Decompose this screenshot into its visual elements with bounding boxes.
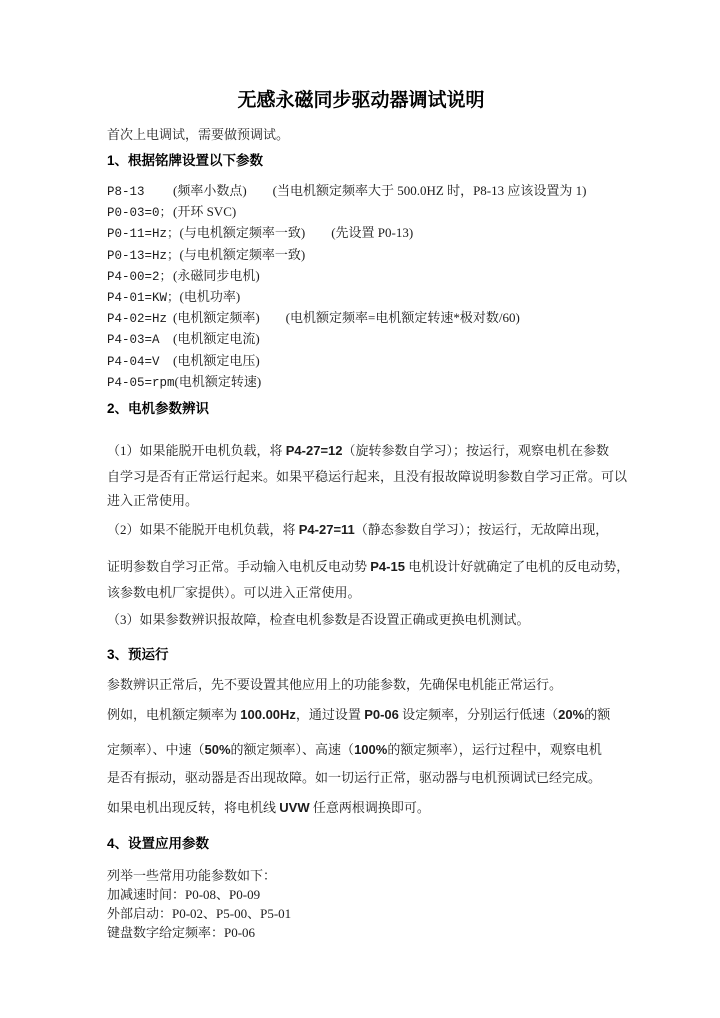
- text-line: [107, 673, 615, 697]
- text-run: 例如，电机额定频率为: [107, 707, 241, 723]
- param-code: P4-03=A: [107, 333, 160, 348]
- inline-code: P4-15: [370, 559, 405, 575]
- text-run: 的额定频率）、高速（: [230, 742, 355, 758]
- text-run: 设定频率，分别运行低速（: [398, 707, 559, 723]
- inline-code: 20%: [558, 707, 585, 723]
- text-run: 外部启动：P0-02、P5-00、P5-01: [107, 906, 292, 922]
- param-row: [107, 351, 615, 372]
- param-row: [107, 287, 615, 308]
- param-desc: (永磁同步电机): [173, 267, 260, 283]
- text-line: [107, 554, 630, 580]
- param-desc: (与电机额定频率一致): [179, 246, 306, 262]
- text-run: 是否有振动，驱动器是否出现故障。如一切运行正常，驱动器与电机预调试已经完成。: [107, 770, 602, 786]
- param-row: [107, 266, 615, 287]
- param-row: [107, 245, 615, 266]
- section-3-heading: 3、预运行: [107, 647, 169, 663]
- section-2-heading: 2、电机参数辨识: [107, 401, 210, 417]
- param-desc: (开环 SVC): [173, 204, 237, 220]
- param-code: P4-04=V: [107, 354, 160, 369]
- section-4-body: [107, 866, 615, 942]
- param-note: (先设置 P0-13): [331, 225, 414, 241]
- param-list: [107, 181, 615, 393]
- text-line: [107, 489, 615, 513]
- param-note: (电机额定频率=电机额定转速*极对数/60): [285, 310, 520, 326]
- text-run: （3）如果参数辨识报故障，检查电机参数是否设置正确或更换电机测试。: [107, 612, 530, 628]
- section-2-body: [107, 436, 630, 632]
- text-run: 定频率）、中速（: [107, 742, 205, 758]
- text-run: （旋转参数自学习）；按运行，观察电机在参数: [342, 443, 610, 459]
- text-run: （2）如果不能脱开电机负载，将: [107, 522, 299, 538]
- param-row: [107, 329, 615, 350]
- paragraph: [107, 436, 628, 513]
- inline-code: UVW: [279, 800, 310, 816]
- inline-code: 50%: [204, 742, 231, 758]
- inline-code: P4-27=11: [298, 522, 355, 538]
- text-line: [107, 580, 615, 606]
- text-line: [107, 436, 615, 465]
- text-line: [107, 866, 615, 885]
- param-code: P4-02=Hz: [107, 312, 168, 327]
- param-row: [107, 202, 615, 223]
- inline-code: P0-06: [364, 707, 399, 723]
- text-run: 如果电机出现反转，将电机线: [107, 800, 280, 816]
- text-line: [107, 738, 615, 762]
- section-4-heading: 4、设置应用参数: [107, 836, 210, 852]
- text-line: [107, 796, 615, 820]
- param-desc: (电机额定电压): [173, 352, 260, 368]
- inline-code: 100%: [354, 742, 388, 758]
- param-desc: (电机额定转速): [174, 373, 262, 389]
- text-line: [107, 465, 628, 489]
- param-code: P4-01=KW；: [107, 291, 180, 306]
- text-run: 证明参数自学习正常。手动输入电机反电动势: [107, 559, 371, 575]
- text-line: [107, 608, 615, 632]
- text-run: 自学习是否有正常运行起来。如果平稳运行起来，且没有报故障说明参数自学习正常。可以: [107, 469, 628, 485]
- text-run: 进入正常使用。: [107, 493, 199, 509]
- paragraph: [107, 608, 615, 632]
- inline-code: P4-27=12: [285, 443, 343, 459]
- text-run: 任意两根调换即可。: [309, 800, 430, 816]
- param-desc: (与电机额定频率一致): [179, 225, 306, 241]
- text-run: 键盘数字给定频率：P0-06: [107, 925, 256, 941]
- text-run: 参数辨识正常后，先不要设置其他应用上的功能参数，先确保电机能正常运行。: [107, 677, 563, 693]
- param-code: P8-13: [107, 185, 145, 199]
- param-desc: (电机额定频率): [173, 310, 260, 326]
- intro-paragraph: 首次上电调试，需要做预调试。: [107, 127, 290, 142]
- text-run: （静态参数自学习）；按运行，无故障出现，: [354, 522, 609, 538]
- param-row: [107, 308, 615, 329]
- param-desc: (频率小数点): [173, 183, 247, 198]
- param-code: P0-13=Hz；: [107, 248, 180, 263]
- text-line: [107, 766, 615, 790]
- param-row: [107, 181, 615, 202]
- param-note: (当电机额定频率大于 500.0HZ 时，P8-13 应该设置为 1): [272, 183, 587, 198]
- text-line: [107, 923, 615, 942]
- param-code: P0-03=0；: [107, 206, 173, 221]
- inline-code: 100.00Hz: [240, 707, 296, 723]
- param-code: P4-00=2；: [107, 269, 173, 284]
- text-line: [107, 885, 615, 904]
- text-run: 列举一些常用功能参数如下：: [107, 868, 277, 884]
- param-desc: (电机功率): [179, 289, 241, 305]
- text-line: [107, 703, 615, 727]
- param-code: P4-05=rpm: [107, 375, 175, 390]
- text-run: 的额定频率），运行过程中，观察电机: [387, 742, 602, 758]
- section-3-body: [107, 673, 615, 820]
- param-code: P0-11=Hz；: [107, 227, 180, 242]
- param-row: [107, 223, 615, 244]
- text-run: 加减速时间：P0-08、P0-09: [107, 887, 261, 903]
- text-run: （1）如果能脱开电机负载，将: [107, 443, 286, 459]
- paragraph: [107, 517, 630, 606]
- text-run: 电机设计好就确定了电机的反电动势，: [404, 559, 630, 575]
- section-1-heading: 1、根据铭牌设置以下参数: [107, 153, 264, 168]
- text-line: [107, 517, 615, 543]
- text-line: [107, 904, 615, 923]
- text-run: 的额: [584, 707, 611, 723]
- document-title: 无感永磁同步驱动器调试说明: [237, 90, 485, 111]
- param-row: [107, 372, 615, 393]
- text-run: 该参数电机厂家提供）。可以进入正常使用。: [107, 585, 361, 601]
- text-run: ，通过设置: [295, 707, 365, 723]
- param-desc: (电机额定电流): [173, 331, 260, 347]
